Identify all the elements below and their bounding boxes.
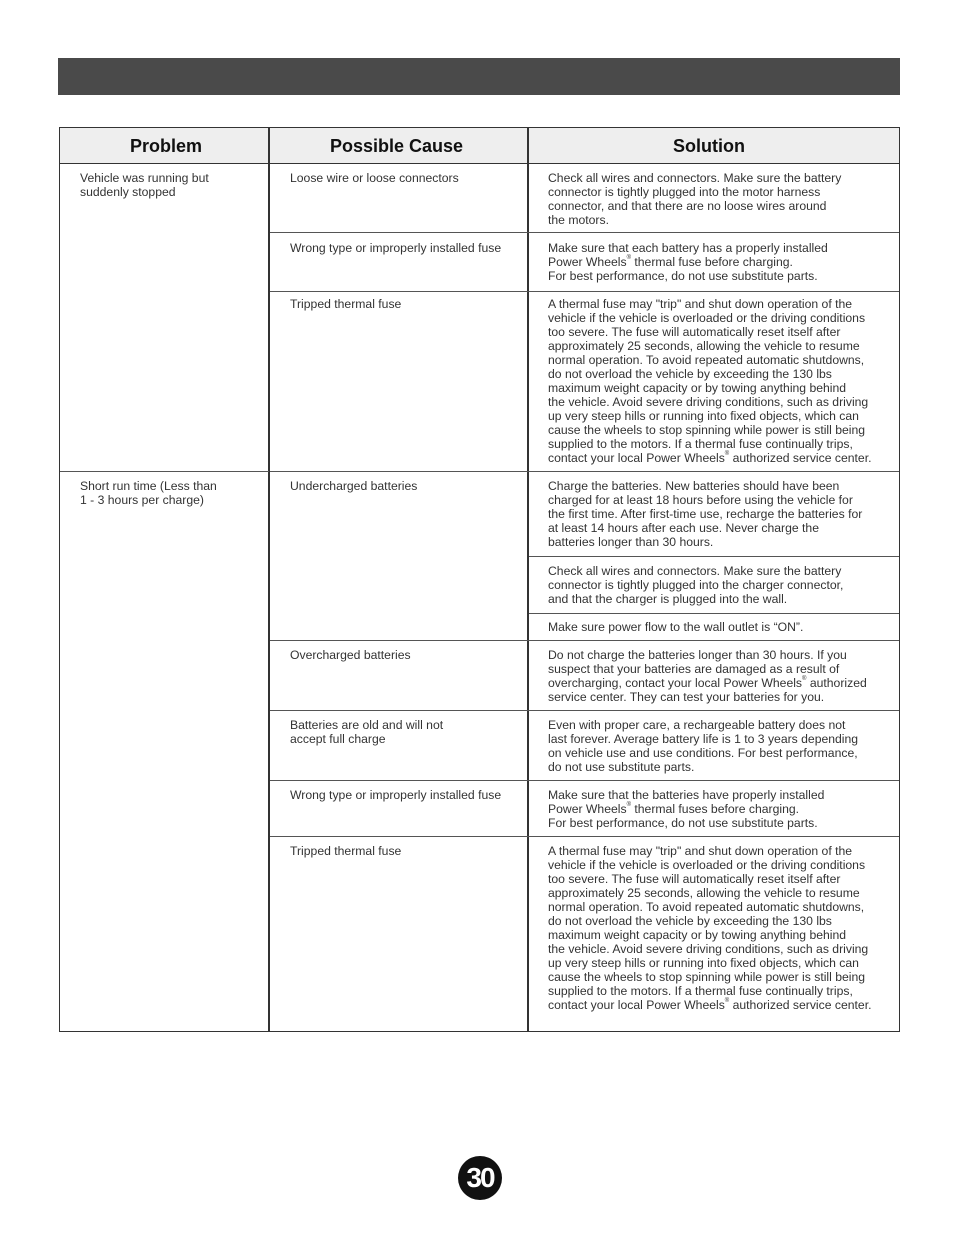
cause-header: Possible Cause bbox=[269, 128, 528, 164]
row-divider bbox=[270, 640, 899, 641]
row-divider bbox=[270, 291, 899, 292]
problem-header: Problem bbox=[60, 128, 269, 164]
solution-cell: A thermal fuse may "trip" and shut down operation of the vehicle if the vehicle is overloaded or the driving conditions too severe. The fuse will automatically reset itself after approximately 25 seconds, allowing the vehicle to resume normal operation. To avoid repeated automatic shutdowns, do not overload the vehicle by exceeding the 130 lbs maximum weight capacity or by towing anything behind the vehicle. Avoid severe driving conditions, such as driving up very steep hills or running into fixed objects, which can cause the wheels to stop spinning while power is still being supplied to the motors. If a thermal fuse continually trips, contact your local Power Wheels® authorized service center. bbox=[548, 297, 872, 465]
row-divider bbox=[529, 613, 899, 614]
solution-cell: Make sure that each battery has a properly installed Power Wheels® thermal fuse before charging. For best performance, do not use substitute parts. bbox=[548, 241, 828, 283]
page-number: 30 bbox=[458, 1156, 502, 1200]
solution-cell: A thermal fuse may "trip" and shut down operation of the vehicle if the vehicle is overloaded or the driving conditions too severe. The fuse will automatically reset itself after approximately 25 seconds, allowing the vehicle to resume normal operation. To avoid repeated automatic shutdowns, do not overload the vehicle by exceeding the 130 lbs maximum weight capacity or by towing anything behind the vehicle. Avoid severe driving conditions, such as driving up very steep hills or running into fixed objects, which can cause the wheels to stop spinning while power is still being supplied to the motors. If a thermal fuse continually trips, contact your local Power Wheels® authorized service center. bbox=[548, 844, 872, 1012]
solution-cell: Make sure power flow to the wall outlet is “ON”. bbox=[548, 620, 804, 634]
solution-cell: Do not charge the batteries longer than 30 hours. If you suspect that your batteries are damaged as a result of overcharging, contact your local Power Wheels® authorized service center. They can test your batteries for you. bbox=[548, 648, 867, 704]
row-divider bbox=[270, 471, 899, 472]
cause-cell: Batteries are old and will not accept full charge bbox=[290, 718, 444, 746]
cause-cell: Tripped thermal fuse bbox=[290, 297, 402, 311]
cause-cell: Undercharged batteries bbox=[290, 479, 418, 493]
column-divider bbox=[527, 128, 529, 1031]
row-divider bbox=[270, 780, 899, 781]
row-divider bbox=[529, 556, 899, 557]
row-divider bbox=[270, 232, 899, 233]
solution-cell: Check all wires and connectors. Make sure the battery connector is tightly plugged into the motor harness connector, and that there are no loose wires around the motors. bbox=[548, 171, 842, 227]
cause-cell: Wrong type or improperly installed fuse bbox=[290, 788, 502, 802]
column-divider bbox=[268, 128, 270, 1031]
cause-cell: Loose wire or loose connectors bbox=[290, 171, 459, 185]
troubleshooting-table bbox=[59, 127, 900, 1032]
cause-cell: Tripped thermal fuse bbox=[290, 844, 402, 858]
solution-cell: Charge the batteries. New batteries should have been charged for at least 18 hours before using the vehicle for the first time. After first-time use, recharge the batteries for at least 14 hours after each use. Never charge the batteries longer than 30 hours. bbox=[548, 479, 863, 549]
solution-cell: Even with proper care, a rechargeable battery does not last forever. Average battery life is 1 to 3 years depending on vehicle use and use conditions. For best performance, do not use substitute parts. bbox=[548, 718, 859, 774]
row-divider bbox=[270, 836, 899, 837]
cause-cell: Overcharged batteries bbox=[290, 648, 411, 662]
problem-cell: Short run time (Less than 1 - 3 hours per charge) bbox=[80, 479, 217, 507]
solution-cell: Make sure that the batteries have properly installed Power Wheels® thermal fuses before charging. For best performance, do not use substitute parts. bbox=[548, 788, 825, 830]
header-bar bbox=[58, 58, 900, 95]
row-divider bbox=[60, 471, 269, 472]
problem-cell: Vehicle was running but suddenly stopped bbox=[80, 171, 209, 199]
row-divider bbox=[270, 710, 899, 711]
solution-header: Solution bbox=[528, 128, 899, 164]
solution-cell: Check all wires and connectors. Make sure the battery connector is tightly plugged into the charger connector, and that the charger is plugged into the wall. bbox=[548, 564, 844, 606]
cause-cell: Wrong type or improperly installed fuse bbox=[290, 241, 502, 255]
